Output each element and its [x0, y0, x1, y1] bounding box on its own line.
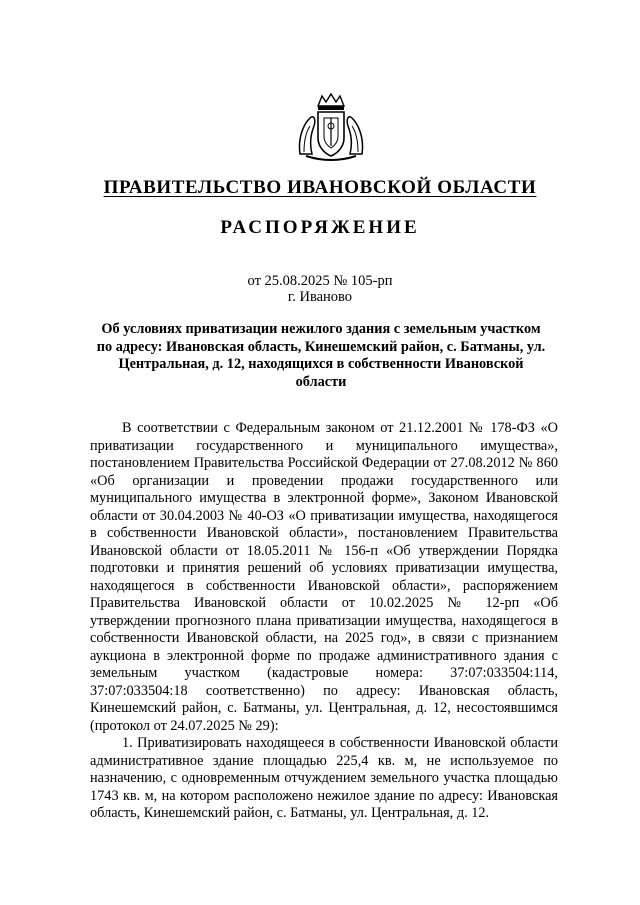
document-body	[90, 420, 558, 823]
document-city: г. Иваново	[287, 289, 353, 305]
government-title: ПРАВИТЕЛЬСТВО ИВАНОВСКОЙ ОБЛАСТИ	[103, 177, 537, 198]
preamble-paragraph: В соответствии с Федеральным законом от 21.12.2001 № 178-ФЗ «О приватизации государственного и муниципального имущества», постановлением Правительства Российской Федерации от 27.08.2012 № 860 «Об организации и проведении продажи государственного или муниципального имущества в электронной форме», Законом Ивановской области от 30.04.2003 № 40-ОЗ «О приватизации имущества, находящегося в собственности Ивановской области», постановлением Правительства Ивановской области от 18.05.2011 № 156-п «Об утверждении Порядка подготовки и принятия решений об условиях приватизации имущества, находящегося в собственности Ивановской области», распоряжением Правительства Ивановской области от 10.02.2025 № 12-рп «Об утверждении прогнозного плана приватизации имущества, находящегося в собственности Ивановской области, на 2025 год», в связи с признанием аукциона в электронной форме по продаже административного здания с земельным участком (кадастровые номера: 37:07:033504:114, 37:07:033504:18 соответственно) по адресу: Ивановская область, Кинешемский район, с. Батманы, ул. Центральная, д. 12, несостоявшимся (протокол от 24.07.2025 № 29):	[90, 420, 558, 734]
item-1-paragraph: 1. Приватизировать находящееся в собственности Ивановской области административное здание площадью 225,4 кв. м, не используемое по назначению, с одновременным отчуждением земельного участка площадью 1743 кв. м, на котором расположено нежилое здание по адресу: Ивановская область, Кинешемский район, с. Батманы, ул. Центральная, д. 12.	[90, 735, 558, 821]
document-type: РАСПОРЯЖЕНИЕ	[220, 217, 420, 238]
document-subject: Об условиях приватизации нежилого здания с земельным участком по адресу: Ивановская область, Кинешемский район, с. Батманы, ул. Центральная, д. 12, находящихся в собственности Ивановской области	[96, 321, 546, 390]
document-date-number: от 25.08.2025 № 105-рп	[247, 273, 393, 289]
coat-of-arms-icon	[296, 92, 366, 164]
